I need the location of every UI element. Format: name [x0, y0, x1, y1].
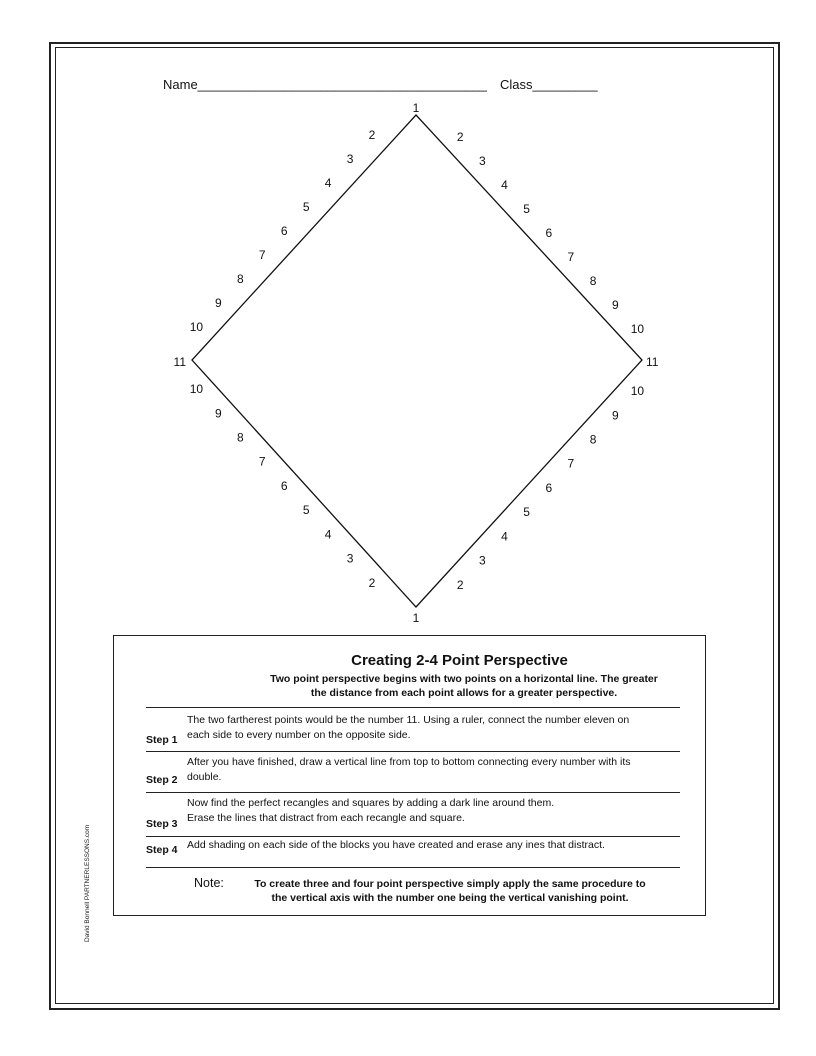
edge-number-upper-right: 7 — [567, 250, 575, 265]
edge-number-lower-right: 8 — [589, 432, 597, 447]
step-4-label: Step 4 — [146, 844, 178, 856]
edge-number-upper-left: 10 — [189, 320, 204, 335]
instructions-subtitle — [244, 672, 684, 700]
edge-number-upper-right: 10 — [630, 322, 645, 337]
step-1-line-2: each side to every number on the opposite side. — [187, 728, 411, 741]
edge-number-lower-left: 7 — [258, 454, 266, 469]
edge-number-upper-right: 6 — [545, 226, 553, 241]
subtitle-line-1: Two point perspective begins with two points on a horizontal line. The greater — [270, 673, 658, 685]
note-label: Note: — [194, 876, 224, 890]
edge-number-lower-left: 2 — [368, 575, 376, 590]
edge-number-lower-left: 3 — [346, 551, 354, 566]
edge-number-upper-right: 2 — [456, 130, 464, 144]
edge-number-lower-right: 3 — [478, 553, 486, 568]
step-4-line-1: Add shading on each side of the blocks you have created and erase any ines that distract. — [187, 839, 605, 851]
divider — [146, 751, 680, 752]
edge-number-lower-left: 5 — [302, 503, 310, 518]
edge-number-upper-left: 9 — [214, 296, 222, 311]
divider — [146, 836, 680, 837]
step-2-text — [187, 755, 687, 784]
step-2-line-1: After you have finished, draw a vertical line from top to bottom connecting every number with its — [187, 756, 631, 768]
edge-number-upper-left: 8 — [236, 272, 244, 287]
step-3-line-1: Now find the perfect recangles and squares by adding a dark line around them. — [187, 797, 555, 809]
edge-number-lower-right: 4 — [501, 529, 508, 544]
step-2-label: Step 2 — [146, 774, 178, 786]
step-1-line-1: The two fartherest points would be the number 11. Using a ruler, connect the number eleven on — [187, 714, 630, 726]
step-4-text — [187, 838, 687, 853]
note-line-1: To create three and four point perspective simply apply the same procedure to — [254, 878, 646, 890]
edge-number-upper-left: 4 — [324, 176, 332, 191]
edge-number-lower-right: 9 — [611, 408, 619, 423]
edge-number-lower-left: 9 — [214, 406, 222, 421]
step-3-label: Step 3 — [146, 818, 178, 830]
note-text — [230, 877, 670, 905]
apex-label-left: 11 — [173, 355, 186, 369]
edge-number-upper-right: 3 — [478, 154, 486, 168]
credit-text: David Bonnell PARTNERLESSONS.com — [84, 824, 91, 942]
subtitle-line-2: the distance from each point allows for a greater perspective. — [310, 687, 618, 699]
note-line-2: the vertical axis with the number one being the vertical vanishing point. — [271, 892, 629, 904]
instructions-box — [113, 635, 706, 916]
step-1-label: Step 1 — [146, 734, 178, 746]
edge-number-upper-left: 6 — [280, 224, 288, 239]
edge-number-upper-left: 3 — [346, 152, 354, 166]
name-field[interactable]: Name________________________________________ — [163, 77, 487, 92]
apex-label-top: 1 — [412, 101, 420, 115]
apex-label-right: 11 — [646, 355, 659, 369]
edge-number-upper-right: 5 — [523, 202, 530, 217]
divider — [146, 792, 680, 793]
diamond-outline — [189, 115, 642, 607]
step-2-line-2: double. — [187, 770, 222, 783]
edge-number-upper-left: 2 — [368, 128, 376, 142]
divider — [146, 707, 680, 708]
apex-label-bottom: 1 — [412, 611, 420, 625]
divider — [146, 867, 680, 868]
edge-number-lower-left: 8 — [236, 430, 244, 445]
edge-number-upper-right: 9 — [611, 298, 619, 313]
step-1-text — [187, 713, 687, 742]
edge-number-upper-left: 5 — [302, 200, 310, 215]
edge-number-lower-right: 7 — [567, 456, 575, 471]
edge-number-lower-right: 2 — [456, 577, 464, 592]
edge-number-lower-left: 4 — [324, 527, 332, 542]
class-field[interactable]: Class_________ — [500, 77, 598, 92]
diamond-labels — [174, 101, 659, 625]
edge-number-upper-right: 4 — [501, 178, 508, 193]
edge-number-lower-left: 6 — [280, 478, 288, 493]
edge-number-upper-left: 7 — [258, 248, 266, 263]
edge-number-lower-right: 6 — [545, 480, 553, 495]
step-3-line-2: Erase the lines that distract from each recangle and square. — [187, 811, 465, 824]
edge-number-lower-left: 10 — [189, 382, 204, 397]
step-3-text — [187, 796, 687, 825]
instructions-title: Creating 2-4 Point Perspective — [351, 652, 568, 669]
edge-number-upper-right: 8 — [589, 274, 597, 289]
edge-number-lower-right: 5 — [523, 505, 530, 520]
edge-number-lower-right: 10 — [630, 384, 645, 399]
